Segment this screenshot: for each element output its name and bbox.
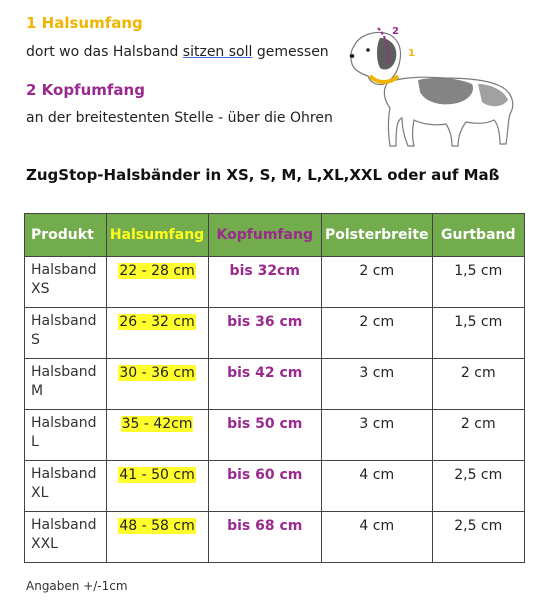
head-cell: bis 42 cm bbox=[208, 359, 321, 410]
padding-cell: 4 cm bbox=[322, 512, 433, 563]
padding-cell: 2 cm bbox=[322, 257, 433, 308]
neck-text-underlined: sitzen soll bbox=[182, 44, 253, 60]
table-row bbox=[25, 359, 525, 410]
neck-cell: 26 - 32 cm bbox=[106, 308, 208, 359]
header-product: Produkt bbox=[25, 214, 107, 257]
head-cell: bis 32cm bbox=[208, 257, 321, 308]
neck-cell: 41 - 50 cm bbox=[106, 461, 208, 512]
product-cell: Halsband XXL bbox=[25, 512, 107, 563]
neck-measure-label: 1 bbox=[408, 48, 415, 59]
webbing-cell: 1,5 cm bbox=[432, 308, 524, 359]
webbing-cell: 2,5 cm bbox=[432, 512, 524, 563]
neck-cell: 22 - 28 cm bbox=[106, 257, 208, 308]
neck-description bbox=[26, 44, 329, 60]
table-row bbox=[25, 308, 525, 359]
dog-eye bbox=[366, 48, 370, 52]
header-head: Kopfumfang bbox=[208, 214, 321, 257]
webbing-cell: 1,5 cm bbox=[432, 257, 524, 308]
table-header-row bbox=[25, 214, 525, 257]
product-cell: Halsband XL bbox=[25, 461, 107, 512]
table-row bbox=[25, 512, 525, 563]
dog-illustration bbox=[340, 20, 530, 155]
head-cell: bis 50 cm bbox=[208, 410, 321, 461]
product-cell: Halsband S bbox=[25, 308, 107, 359]
product-subtitle: ZugStop-Halsbänder in XS, S, M, L,XL,XXL oder auf Maß bbox=[26, 166, 500, 184]
dog-nose bbox=[350, 54, 355, 58]
size-table bbox=[24, 213, 525, 563]
tolerance-note: Angaben +/-1cm bbox=[26, 579, 128, 593]
product-cell: Halsband L bbox=[25, 410, 107, 461]
neck-heading: 1 Halsumfang bbox=[26, 14, 143, 32]
header-padding: Polsterbreite bbox=[322, 214, 433, 257]
table-row bbox=[25, 410, 525, 461]
neck-cell: 30 - 36 cm bbox=[106, 359, 208, 410]
head-cell: bis 60 cm bbox=[208, 461, 321, 512]
webbing-cell: 2 cm bbox=[432, 359, 524, 410]
header-webbing: Gurtband bbox=[432, 214, 524, 257]
webbing-cell: 2 cm bbox=[432, 410, 524, 461]
neck-text-before: dort wo das Halsband bbox=[26, 44, 183, 60]
neck-cell: 35 - 42cm bbox=[106, 410, 208, 461]
header-neck: Halsumfang bbox=[106, 214, 208, 257]
padding-cell: 3 cm bbox=[322, 359, 433, 410]
head-measure-label: 2 bbox=[392, 26, 399, 37]
head-description: an der breitestenten Stelle - über die Ohren bbox=[26, 110, 333, 126]
neck-cell: 48 - 58 cm bbox=[106, 512, 208, 563]
webbing-cell: 2,5 cm bbox=[432, 461, 524, 512]
head-heading: 2 Kopfumfang bbox=[26, 81, 145, 99]
head-cell: bis 36 cm bbox=[208, 308, 321, 359]
table-row bbox=[25, 257, 525, 308]
product-cell: Halsband XS bbox=[25, 257, 107, 308]
table-row bbox=[25, 461, 525, 512]
padding-cell: 2 cm bbox=[322, 308, 433, 359]
padding-cell: 4 cm bbox=[322, 461, 433, 512]
neck-text-after: gemessen bbox=[252, 44, 329, 60]
product-cell: Halsband M bbox=[25, 359, 107, 410]
padding-cell: 3 cm bbox=[322, 410, 433, 461]
head-cell: bis 68 cm bbox=[208, 512, 321, 563]
